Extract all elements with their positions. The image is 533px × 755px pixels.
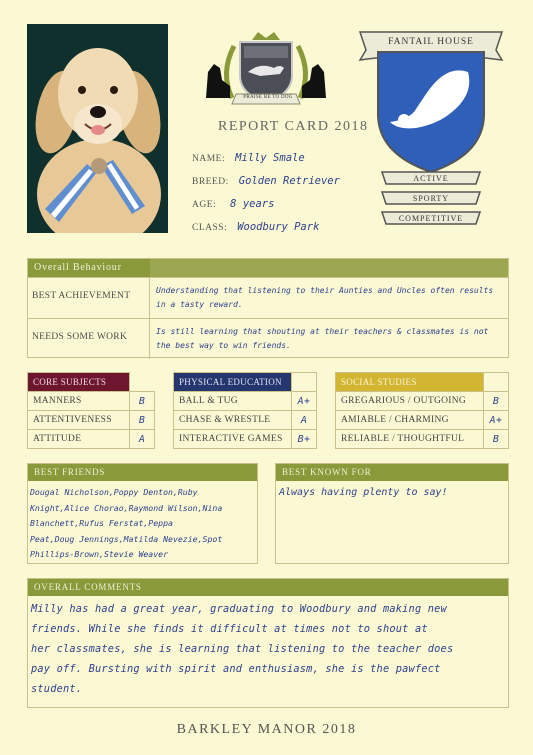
comment-line: friends. While she finds it difficult at times not to shout at [31,623,428,635]
subject-name: BALL & TUG [174,392,292,411]
student-details [192,148,362,240]
subject-name: CHASE & WRESTLE [174,411,292,430]
subject-grade: A [292,411,317,430]
subject-name: ATTENTIVENESS [28,411,130,430]
field-value: Milly Smale [235,152,305,164]
friends-line: Phillips-Brown,Stevie Weaver [30,549,169,559]
subject-grade: A [130,430,155,449]
behaviour-row-text: Understanding that listening to their Aunties and Uncles often results in a tasty reward. [156,286,494,309]
comment-line: pay off. Bursting with spirit and enthusiasm, she is the pawfect [31,663,441,675]
field-age [192,194,362,217]
subject-grade: B [130,392,155,411]
comments-heading: OVERALL COMMENTS [28,579,508,596]
page-title: REPORT CARD 2018 [218,119,369,134]
behaviour-row [28,319,508,359]
school-crest [200,28,332,112]
field-value: 8 years [230,198,275,210]
best-friends-section [27,463,258,564]
grade-header [292,373,317,392]
friends-line: Blanchett,Rufus Ferstat,Peppa [30,518,173,528]
field-label: BREED: [192,177,229,187]
subject-name: INTERACTIVE GAMES [174,430,292,449]
behaviour-heading: Overall Behaviour [28,259,150,277]
social-studies-table [335,372,509,449]
field-label: CLASS: [192,223,228,233]
friends-line: Peat,Doug Jennings,Matilda Nevezie,Spot [30,533,223,544]
subject-grade: B [484,430,509,449]
field-name [192,148,362,171]
comment-line: student. [31,683,83,695]
grade-header [130,373,155,392]
best-known-section [275,463,509,564]
subject-name: RELIABLE / THOUGHTFUL [336,430,484,449]
subject-grade: A+ [292,392,317,411]
subject-grade: B+ [292,430,317,449]
crest-motto: PRAISE BE TO DOG [243,95,293,100]
behaviour-row [28,278,508,319]
comment-line: her classmates, she is learning that listening to the teacher does [31,643,454,655]
core-subjects-table [27,372,155,449]
best-friends-list [28,481,257,563]
subject-grade: A+ [484,411,509,430]
best-known-heading: BEST KNOWN FOR [276,464,508,481]
behaviour-row-label: NEEDS SOME WORK [28,319,150,359]
comments-text [28,596,508,699]
friends-line: Dougal Nicholson,Poppy Denton,Ruby [30,487,198,497]
comment-line: Milly has had a great year, graduating to Woodbury and making new [31,603,447,615]
behaviour-row-text: Is still learning that shouting at their teachers & classmates is not the best way to win friends. [156,327,489,350]
field-breed [192,171,362,194]
trait-label: SPORTY [412,194,450,203]
comments-section [27,578,509,708]
behaviour-section [27,258,509,358]
subject-name: MANNERS [28,392,130,411]
physical-education-table [173,372,317,449]
trait-label: ACTIVE [413,174,449,183]
behaviour-row-label: BEST ACHIEVEMENT [28,278,150,318]
field-label: AGE: [192,200,217,210]
house-name: FANTAIL HOUSE [388,37,474,47]
field-class [192,217,362,240]
friends-line: Knight,Alice Chorao,Raymond Wilson,Nina [30,502,223,513]
footer-title: BARKLEY MANOR 2018 [176,722,357,737]
best-friends-heading: BEST FRIENDS [28,464,257,481]
subject-name: GREGARIOUS / OUTGOING [336,392,484,411]
field-value: Golden Retriever [238,175,340,187]
dog-photo [27,24,168,233]
field-value: Woodbury Park [237,221,320,233]
subject-heading: SOCIAL STUDIES [336,373,484,392]
subject-heading: CORE SUBJECTS [28,373,130,392]
best-known-text: Always having plenty to say! [279,487,448,498]
grade-header [484,373,509,392]
subject-heading: PHYSICAL EDUCATION [174,373,292,392]
field-label: NAME: [192,154,226,164]
subject-name: AMIABLE / CHARMING [336,411,484,430]
subject-grade: B [484,392,509,411]
subject-name: ATTITUDE [28,430,130,449]
house-badge [356,24,506,236]
trait-label: COMPETITIVE [398,214,464,223]
subject-grade: B [130,411,155,430]
